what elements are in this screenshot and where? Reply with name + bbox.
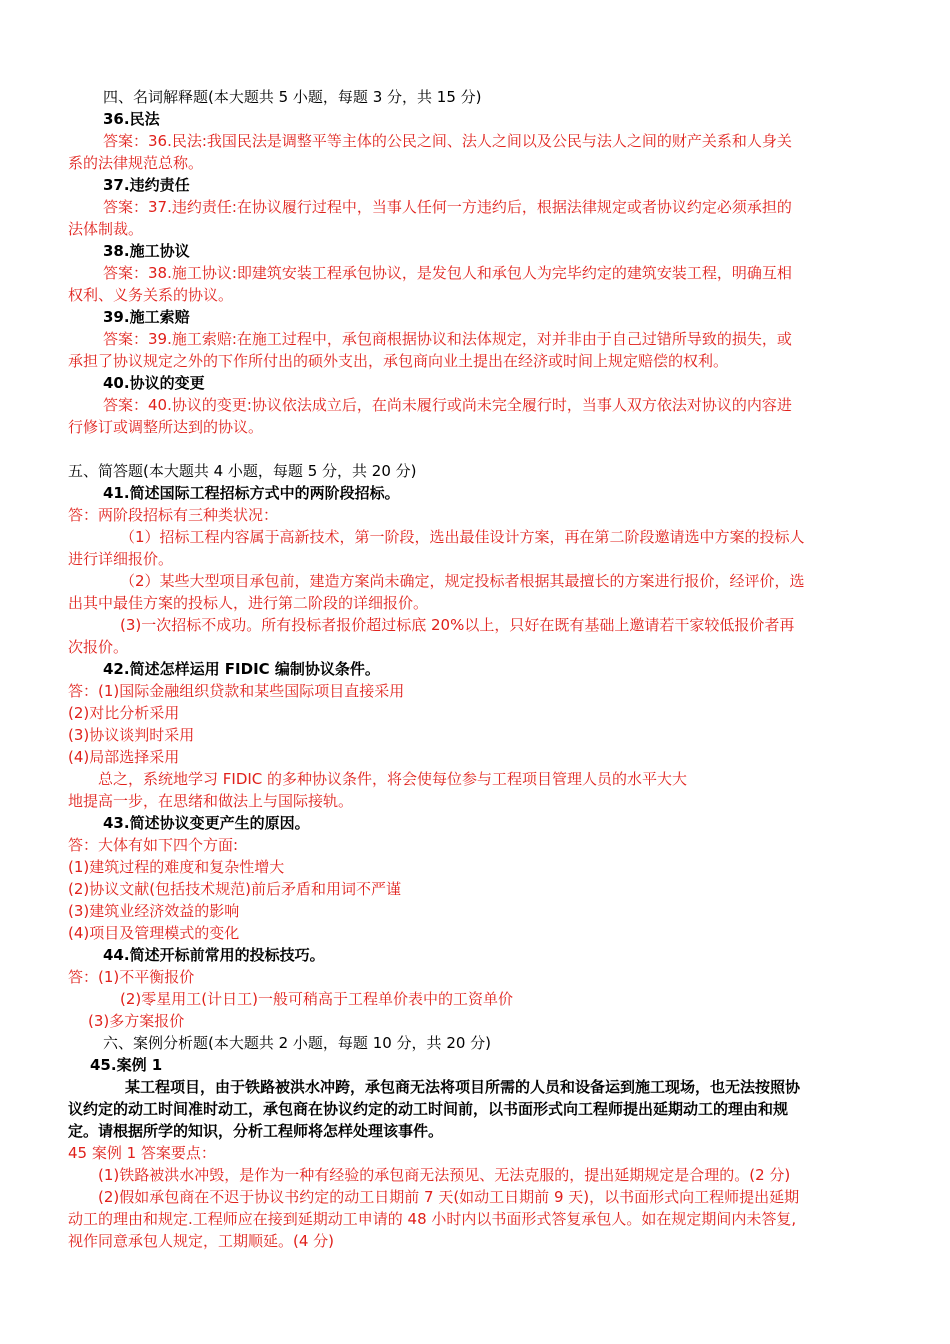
answer-41-line-7: 次报价。	[68, 638, 129, 656]
answer-42-line-4: (4)局部选择采用	[68, 748, 180, 766]
answer-42-summary-1: 总之，系统地学习 FIDIC 的多种协议条件，将会使每位参与工程项目管理人员的水平大大	[98, 770, 688, 788]
answer-42-line-3: (3)协议谈判时采用	[68, 726, 195, 744]
question-37: 37.违约责任	[103, 176, 190, 194]
answer-43-line-4: (3)建筑业经济效益的影响	[68, 902, 240, 920]
answer-36-line-1: 答案：36.民法:我国民法是调整平等主体的公民之间、法人之间以及公民与法人之间的财产关系和人身关	[103, 132, 792, 150]
section-5-heading: 五、简答题(本大题共 4 小题，每题 5 分，共 20 分)	[68, 462, 417, 480]
answer-36-line-2: 系的法律规范总称。	[68, 154, 204, 172]
answer-44-line-3: (3)多方案报价	[88, 1012, 185, 1030]
case-1-answer-line-5: 视作同意承包人规定，工期顺延。(4 分)	[68, 1232, 335, 1250]
answer-41-line-4: （2）某些大型项目承包前，建造方案尚未确定，规定投标者根据其最擅长的方案进行报价，经评价，选	[120, 572, 805, 590]
answer-41-line-5: 出其中最佳方案的投标人，进行第二阶段的详细报价。	[68, 594, 429, 612]
answer-41-line-1: 答：两阶段招标有三种类状况：	[68, 506, 279, 524]
question-43: 43.简述协议变更产生的原因。	[103, 814, 310, 832]
answer-42-summary-2: 地提高一步，在思绪和做法上与国际接轨。	[68, 792, 354, 810]
case-1-answer-line-1: 45 案例 1 答案要点：	[68, 1144, 216, 1162]
answer-38-line-2: 权利、义务关系的协议。	[68, 286, 234, 304]
answer-41-line-6: (3)一次招标不成功。所有投标者报价超过标底 20%以上，只好在既有基础上邀请若干家较低报价者再	[120, 616, 795, 634]
case-1-stem-line-3: 定。请根据所学的知识，分析工程师将怎样处理该事件。	[68, 1122, 444, 1140]
answer-39-line-2: 承担了协议规定之外的下作所付出的硕外支出，承包商向业土提出在经济或时间上规定赔偿的权利。	[68, 352, 729, 370]
question-40: 40.协议的变更	[103, 374, 205, 392]
question-39: 39.施工索赔	[103, 308, 190, 326]
question-41: 41.简述国际工程招标方式中的两阶段招标。	[103, 484, 400, 502]
answer-42-line-2: (2)对比分析采用	[68, 704, 180, 722]
section-6-heading: 六、案例分析题(本大题共 2 小题，每题 10 分，共 20 分)	[103, 1034, 492, 1052]
answer-41-line-2: （1）招标工程内容属于高新技术，第一阶段，选出最佳设计方案，再在第二阶段邀请选中方案的投标人	[120, 528, 805, 546]
case-1-answer-line-4: 动工的理由和规定.工程师应在接到延期动工申请的 48 小时内以书面形式答复承包人。如在规定期间内未答复,	[68, 1210, 797, 1228]
answer-43-line-1: 答：大体有如下四个方面:	[68, 836, 239, 854]
answer-37-line-2: 法体制裁。	[68, 220, 144, 238]
question-38: 38.施工协议	[103, 242, 190, 260]
case-1-stem-line-2: 议约定的动工时间准时动工，承包商在协议约定的动工时间前，以书面形式向工程师提出延期动工的理由和规	[68, 1100, 789, 1118]
answer-39-line-1: 答案：39.施工索赔:在施工过程中，承包商根据协议和法体规定，对并非由于自己过错所导致的损失，或	[103, 330, 792, 348]
question-44: 44.简述开标前常用的投标技巧。	[103, 946, 325, 964]
answer-40-line-1: 答案：40.协议的变更:协议依法成立后，在尚未履行或尚未完全履行时，当事人双方依法对协议的内容进	[103, 396, 792, 414]
answer-41-line-3: 进行详细报价。	[68, 550, 174, 568]
case-1-answer-line-2: (1)铁路被洪水冲毁，是作为一种有经验的承包商无法预见、无法克服的，提出延期规定是合理的。(2 分)	[98, 1166, 791, 1184]
answer-44-line-1: 答：(1)不平衡报价	[68, 968, 195, 986]
answer-43-line-5: (4)项目及管理模式的变化	[68, 924, 240, 942]
question-45: 45.案例 1	[90, 1056, 163, 1074]
answer-44-line-2: (2)零星用工(计日工)一般可稍高于工程单价表中的工资单价	[120, 990, 513, 1008]
answer-38-line-1: 答案：38.施工协议:即建筑安装工程承包协议，是发包人和承包人为完毕约定的建筑安装工程，明确互相	[103, 264, 792, 282]
answer-40-line-2: 行修订或调整所达到的协议。	[68, 418, 264, 436]
answer-37-line-1: 答案：37.违约责任:在协议履行过程中，当事人任何一方违约后，根据法律规定或者协议约定必须承担的	[103, 198, 792, 216]
answer-42-line-1: 答：(1)国际金融组织贷款和某些国际项目直接采用	[68, 682, 405, 700]
case-1-stem-line-1: 某工程项目，由于铁路被洪水冲跨，承包商无法将项目所需的人员和设备运到施工现场，也无法按照协	[125, 1078, 801, 1096]
question-42: 42.简述怎样运用 FIDIC 编制协议条件。	[103, 660, 380, 678]
section-4-heading: 四、名词解释题(本大题共 5 小题，每题 3 分，共 15 分)	[103, 88, 482, 106]
answer-43-line-3: (2)协议文献(包括技术规范)前后矛盾和用词不严谨	[68, 880, 401, 898]
question-36: 36.民法	[103, 110, 160, 128]
answer-43-line-2: (1)建筑过程的难度和复杂性增大	[68, 858, 285, 876]
case-1-answer-line-3: (2)假如承包商在不迟于协议书约定的动工日期前 7 天(如动工日期前 9 天)，以书面形式向工程师提出延期	[98, 1188, 800, 1206]
